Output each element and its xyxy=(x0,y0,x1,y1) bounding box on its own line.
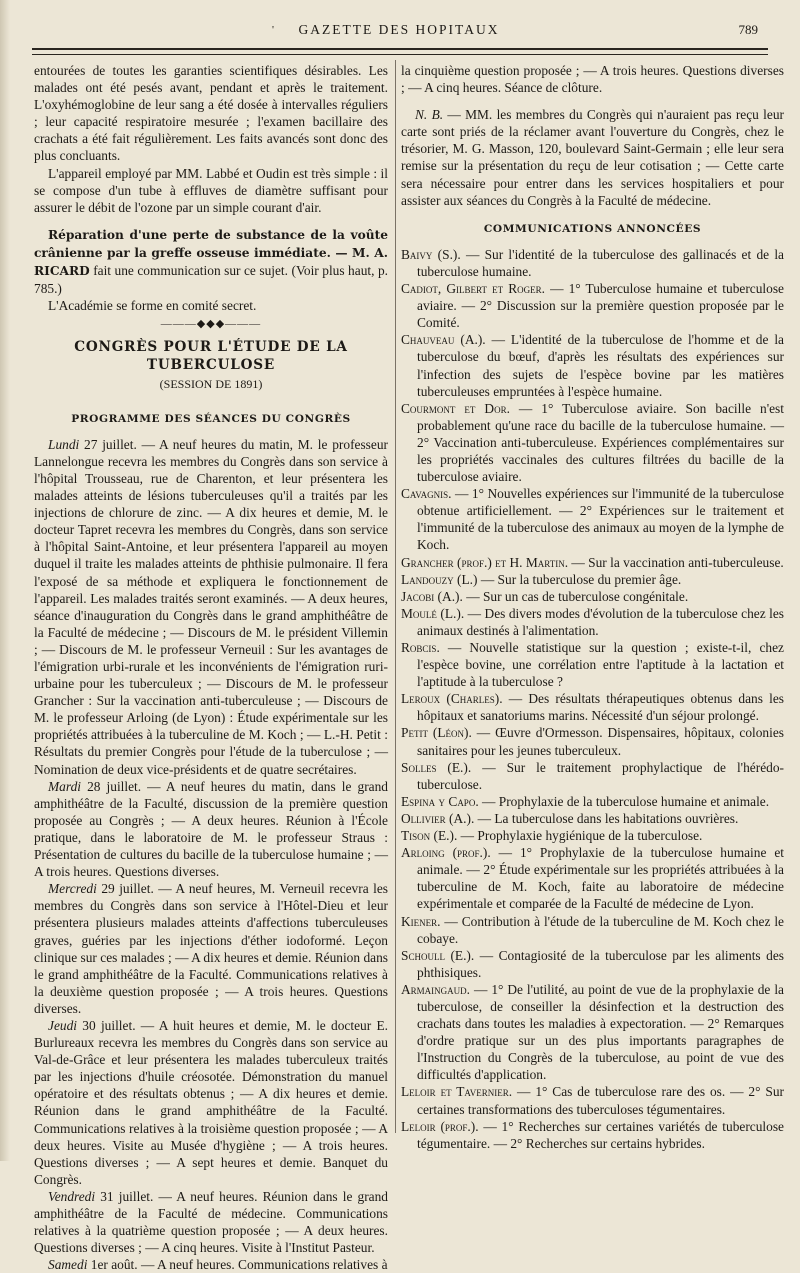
communication-title: — Prophylaxie hygiénique de la tuberculose. xyxy=(457,828,703,844)
header-mark: ' xyxy=(272,24,274,36)
running-title: GAZETTE DES HOPITAUX xyxy=(298,22,500,37)
header-rule-thick xyxy=(32,48,768,50)
page-spine-shadow xyxy=(0,0,10,1161)
communication-entry xyxy=(401,571,784,588)
communication-author: Cavagnis. xyxy=(401,486,452,502)
day-text: 28 juillet. — A neuf heures du matin, dans le grand amphithéâtre de la Faculté, discussion de la première question proposée au Congrès ; — A deux heures. Réunion à l'École pratique, dans le laboratoire de M. le professeur Straus : Présentation de cultures du bacille de la tuberculose humaine ; — A trois heures. Questions diverses. xyxy=(34,778,388,880)
day-text: 27 juillet. — A neuf heures du matin, M. le professeur Lannelongue recevra les membres du Congrès dans son service à l'hôpital Trousseau, rue de Charenton, et leur présentera les malades atteints de lésions tuberculeuses qu'il a traités par les injections de chlorure de zinc. — A dix heures et demie, M. le docteur Tapret recevra les membres du Congrès, dans son service à l'hôpital Saint-Antoine, et leur présentera l'appareil au moyen duquel il traite les malades atteints de phthisie pulmonaire. Il fera l'exposé de sa méthode et expliquera le fonctionnement de l'appareil. Les malades traités seront examinés. — A deux heures, séance d'inauguration du Congrès dans le grand amphithéâtre de la Faculté de médecine ; — Discours de M. le président Villemin ; — Discours de M. le professeur Verneuil : Sur les avantages de l'émigration urbi-rurale et les inconvénients de l'émigration ruri-urbaine pour les tuberculeux ; — Discours de M. le professeur Grancher : Sur la vaccination anti-tuberculeuse ; — Discours de M. le professeur Arloing (de Lyon) : Étude expérimentale sur les propriétés attribuées à la tuberculine de M. Koch ; — L.-H. Petit : Résultats du premier Congrès pour l'étude de la tuberculose ; — Nomination de deux vice-présidents et de quatre secrétaires. xyxy=(34,436,388,777)
communication-author: Kiener. xyxy=(401,913,441,929)
day-label: Jeudi xyxy=(48,1017,77,1033)
paragraph-continued: entourées de toutes les garanties scientifiques désirables. Les malades ont été pesés avant, pendant et après le traitement. L'oxyhémoglobine de leur sang a été dosée à intervalles réguliers ; leur capacité respiratoire mesurée ; l'examen bacillaire des crachats a été fait régulièrement. Les faits avancés sont donc des plus concluants. xyxy=(34,63,388,164)
communication-title: — Des résultats thérapeutiques obtenus dans les hôpitaux et sanatoriums marins. Nécessité d'un séjour prolongé. xyxy=(417,691,784,724)
communication-author: Courmont et Dor. xyxy=(401,400,510,416)
communication-author: Grancher (prof.) et H. Martin. xyxy=(401,554,569,570)
programme-vendredi xyxy=(34,1188,388,1256)
communications-list xyxy=(401,246,784,1152)
communication-entry xyxy=(401,246,784,280)
communication-entry xyxy=(401,605,784,639)
communication-title: — Sur le traitement prophylactique de l'hérédo-tuberculose. xyxy=(417,759,784,792)
communication-entry xyxy=(401,280,784,331)
communication-title: — Nouvelle statistique sur la question ; existe-t-il, chez l'espèce bovine, une corrélation entre l'aptitude à la lactation et l'aptitude à la tuberculose ? xyxy=(417,640,784,690)
day-label: Mercredi xyxy=(48,881,97,897)
communication-author: Armaingaud. xyxy=(401,981,471,997)
communication-author: Chauveau (A.). xyxy=(401,332,486,348)
communication-title: — Contribution à l'étude de la tuberculine de M. Koch chez le cobaye. xyxy=(417,913,784,946)
ricard-subhead: Réparation d'une perte de substance de la voûte crânienne par la greffe osseuse immédiate. — M. A. RICARD xyxy=(34,227,388,279)
communication-title: — 1° Cas de tuberculose rare des os. — 2° Sur certaines transformations des tuberculoses tégumentaires. xyxy=(417,1084,784,1117)
communication-entry xyxy=(401,981,784,1084)
left-column xyxy=(34,62,388,1273)
communication-entry xyxy=(401,1118,784,1152)
paragraph-apparatus: L'appareil employé par MM. Labbé et Oudin est très simple : il se compose d'un tube à effluves de diamètre suffisant pour assurer le débit de l'ozone par un simple courant d'air. xyxy=(34,165,388,215)
day-text: 1er août. — A neuf heures. Communications relatives à xyxy=(90,1257,388,1273)
page-header xyxy=(40,22,758,42)
communication-entry xyxy=(401,331,784,399)
page-number: 789 xyxy=(738,22,758,37)
communication-title: — Des divers modes d'évolution de la tuberculose chez les animaux destinés à l'alimentation. xyxy=(417,605,785,638)
communication-entry xyxy=(401,588,784,605)
communication-entry xyxy=(401,759,784,793)
communication-entry xyxy=(401,827,784,844)
communication-author: Leroux (Charles). xyxy=(401,691,503,707)
nb-text: — MM. les membres du Congrès qui n'auraient pas reçu leur carte sont priés de la réclamer avant l'ouverture du Congrès, chez le trésorier, M. G. Masson, 120, boulevard Saint-Germain ; elle leur sera remise sur la présentation du reçu de leur cotisation ; — Cette carte sera nécessaire pour entrer dans les services hospitaliers et pour assister aux séances du Congrès à la Faculté de médecine. xyxy=(401,107,784,208)
communication-author: Baivy (S.). xyxy=(401,246,461,262)
column-divider xyxy=(395,60,396,1133)
communication-author: Leloir (prof.). xyxy=(401,1118,479,1134)
communication-entry xyxy=(401,485,784,553)
communication-entry xyxy=(401,724,784,758)
communication-entry xyxy=(401,793,784,810)
paragraph-academie: L'Académie se forme en comité secret. xyxy=(48,298,257,314)
day-label: Vendredi xyxy=(48,1188,96,1204)
communication-author: Moulé (L.). xyxy=(401,605,465,621)
programme-mercredi xyxy=(34,880,388,1017)
ornament-separator: ———◆◆◆——— xyxy=(160,318,262,331)
day-text: 29 juillet. — A neuf heures, M. Verneuil recevra les membres du Congrès dans son service à l'Hôtel-Dieu et leur présentera plusieurs malades atteints d'affections tuberculeuses graves, guéries par les injections d'éther iodoformé. Leçon clinique sur ces malades ; — A dix heures et demie. Réunion dans le grand amphithéâtre de la Faculté. Communications relatives à la deuxième question proposée ; — A trois heures. Questions diverses. xyxy=(34,881,388,1016)
congres-session: (SESSION DE 1891) xyxy=(159,376,263,391)
day-label: Lundi xyxy=(48,436,80,452)
communication-title: — L'identité de la tuberculose de l'homme et de la tuberculose du bœuf, d'après les résultats des expériences sur l'infection des sujets de l'espèce bovine par les matières tuberculeuses empruntées à l'espèce humaine. xyxy=(417,332,784,399)
day-label: Mardi xyxy=(48,778,81,794)
communication-title: — Prophylaxie de la tuberculose humaine et animale. xyxy=(478,793,770,809)
communication-entry xyxy=(401,810,784,827)
communication-title: — Sur l'identité de la tuberculose des gallinacés et de la tuberculose humaine. xyxy=(417,246,784,279)
communication-author: Jacobi (A.). xyxy=(401,588,463,604)
communication-author: Arloing (prof.). xyxy=(401,845,491,861)
communication-entry xyxy=(401,844,784,912)
communication-author: Leloir et Tavernier. xyxy=(401,1084,513,1100)
communication-title: — Sur un cas de tuberculose congénitale. xyxy=(462,588,689,604)
communication-author: Espina y Capo. xyxy=(401,793,479,809)
communication-entry xyxy=(401,690,784,724)
communication-title: — 1° Prophylaxie de la tuberculose humaine et animale. — 2° Étude expérimentale sur les propriétés attribuées à la tuberculine de M. Koch, faite au laboratoire de médecine expérimentale et comparée de la Faculté de médecine de Lyon. xyxy=(417,845,784,912)
paragraph-ricard xyxy=(34,226,388,297)
programme-samedi xyxy=(34,1256,388,1273)
nota-bene xyxy=(401,106,784,209)
communication-title: — 1° Recherches sur certaines variétés de tuberculose tégumentaire. — 2° Recherches sur certains hybrides. xyxy=(417,1118,784,1151)
communication-entry xyxy=(401,554,784,571)
right-column xyxy=(401,62,784,1152)
communication-author: Petit (Léon). xyxy=(401,725,472,741)
ricard-text: fait une communication sur ce sujet. (Voir plus haut, p. 785.) xyxy=(34,263,388,297)
communication-entry xyxy=(401,913,784,947)
communication-title: — 1° Nouvelles expériences sur l'immunité de la tuberculose obtenue artificiellement. — 2° Expériences sur le traitement et l'immunité de la tuberculose des animaux au moyen de la lymphe de Koch. xyxy=(417,486,784,553)
communication-title: — La tuberculose dans les habitations ouvrières. xyxy=(474,810,739,826)
communication-title: — 1° Tuberculose aviaire. Son bacille n'est probablement qu'une race du bacille de la tuberculose humaine. — 2° Vaccination anti-tuberculeuse. Expériences complémentaires sur les propriétés vaccinales des cultures filtrées du bacille de la tuberculose aviaire. xyxy=(417,400,784,485)
communication-author: Robcis. xyxy=(401,640,440,655)
communications-heading: COMMUNICATIONS ANNONCÉES xyxy=(483,222,702,235)
congres-title: CONGRÈS POUR L'ÉTUDE DE LA TUBERCULOSE xyxy=(74,339,348,373)
communication-author: Tison (E.). xyxy=(401,828,458,844)
communication-author: Schoull (E.). xyxy=(401,947,475,963)
programme-jeudi xyxy=(34,1017,388,1188)
communication-title: — Contagiosité de la tuberculose par les aliments des phthisiques. xyxy=(417,947,784,980)
programme-lundi xyxy=(34,436,388,778)
programme-mardi xyxy=(34,778,388,881)
day-text: 30 juillet. — A huit heures et demie, M. le docteur E. Burlureaux recevra les membres du Congrès dans son service au Val-de-Grâce et leur présentera les malades tuberculeux traités par les injections d'huile créosotée. Démonstration du manuel opératoire et des résultats obtenus ; — A dix heures et demie. Réunion dans le grand amphithéâtre de la Faculté. Communications relatives à la troisième question proposée ; — A deux heures. Visite au Musée d'hygiène ; — A trois heures. Questions diverses ; — A sept heures et demie. Banquet du Congrès. xyxy=(34,1017,388,1187)
communication-entry xyxy=(401,947,784,981)
communication-title: — 1° Tuberculose humaine et tuberculose aviaire. — 2° Discussion sur la première question proposée par le Comité. xyxy=(417,281,784,331)
programme-heading: PROGRAMME DES SÉANCES DU CONGRÈS xyxy=(71,412,351,425)
communication-title: — Sur la tuberculose du premier âge. xyxy=(477,571,682,587)
communication-title: — 1° De l'utilité, au point de vue de la prophylaxie de la tuberculose, de conseiller la désinfection et la destruction des crachats dans toutes les maladies à expectoration. — 2° Remarques d'ordre pratique sur un des plus importants paragraphes de l'Instruction du Congrès de la tuberculose, au point de vue des difficultés d'application. xyxy=(417,981,784,1083)
day-text: 31 juillet. — A neuf heures. Réunion dans le grand amphithéâtre de la Faculté de médecine. Communications relatives à la quatrième question proposée ; — A deux heures. Questions diverses ; — A cinq heures. Visite à l'Institut Pasteur. xyxy=(34,1188,388,1256)
communication-author: Cadiot, Gilbert et Roger. xyxy=(401,281,545,297)
header-rule-thin xyxy=(32,54,768,55)
communication-title: — Sur la vaccination anti-tuberculeuse. xyxy=(568,554,784,570)
nb-label: N. B. xyxy=(415,107,444,123)
communication-entry xyxy=(401,400,784,485)
communication-title: — Œuvre d'Ormesson. Dispensaires, hôpitaux, colonies sanitaires pour les jeunes tuberculeux. xyxy=(417,725,784,758)
communication-author: Ollivier (A.). xyxy=(401,810,475,826)
day-label: Samedi xyxy=(48,1257,88,1273)
communication-entry xyxy=(401,1083,784,1117)
communication-author: Landouzy (L.) xyxy=(401,571,478,587)
communication-entry xyxy=(401,639,784,690)
communication-author: Solles (E.). xyxy=(401,759,472,775)
paragraph-continued-right: la cinquième question proposée ; — A trois heures. Questions diverses ; — A cinq heures. Séance de clôture. xyxy=(401,63,784,96)
